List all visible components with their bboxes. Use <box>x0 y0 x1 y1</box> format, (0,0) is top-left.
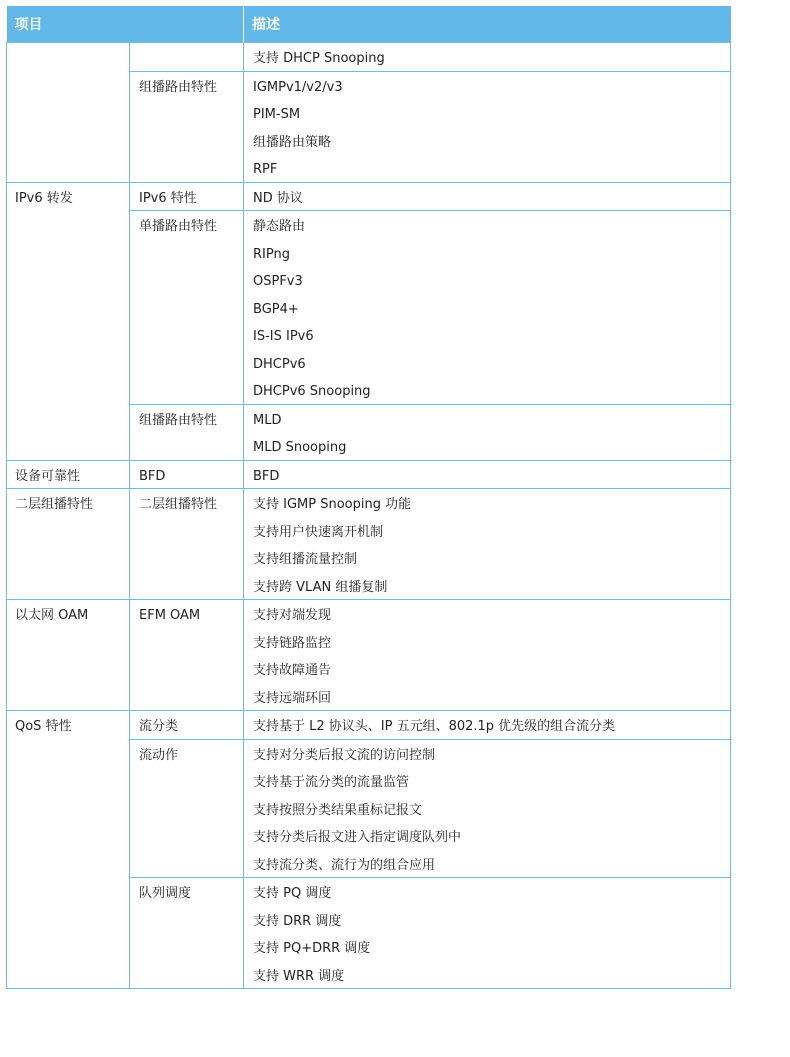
sub-label: 流动作 <box>139 747 179 763</box>
desc-line: IGMPv1/v2/v3 <box>253 79 343 95</box>
desc-line: 支持跨 VLAN 组播复制 <box>253 579 388 595</box>
group-label: 设备可靠性 <box>15 468 81 484</box>
sub-label: 队列调度 <box>139 886 192 901</box>
desc-line: 支持组播流量控制 <box>253 552 358 567</box>
table-row <box>7 711 731 740</box>
group-cell <box>7 711 130 989</box>
header-item: 项目 <box>7 6 244 43</box>
sub-label: BFD <box>139 468 166 484</box>
table-row <box>7 182 731 211</box>
sub-cell <box>130 211 244 405</box>
sub-cell <box>130 460 244 489</box>
desc-line: DHCPv6 <box>253 356 306 372</box>
desc-line: 支持故障通告 <box>253 663 332 678</box>
sub-label: IPv6 特性 <box>139 190 197 206</box>
desc-line: PIM-SM <box>253 107 301 122</box>
desc-line: 支持 PQ 调度 <box>253 886 332 901</box>
sub-cell <box>130 71 244 182</box>
sub-cell <box>130 878 244 989</box>
desc-line: 支持对端发现 <box>253 608 332 623</box>
table-row <box>7 600 731 711</box>
group-cell <box>7 489 130 600</box>
desc-line: OSPFv3 <box>253 274 303 289</box>
desc-line: BGP4+ <box>253 301 299 317</box>
table-row <box>7 489 731 600</box>
sub-label: 二层组播特性 <box>139 497 218 512</box>
desc-cell <box>244 739 731 878</box>
desc-line: 支持按照分类结果重标记报文 <box>253 802 423 818</box>
desc-line: IS-IS IPv6 <box>253 329 314 344</box>
desc-line: 支持流分类、流行为的组合应用 <box>253 857 436 873</box>
sub-label: 组播路由特性 <box>139 412 218 428</box>
sub-label: 流分类 <box>139 719 179 734</box>
desc-line: 组播路由策略 <box>253 134 332 150</box>
desc-line: 支持链路监控 <box>253 635 332 651</box>
desc-line: 支持 WRR 调度 <box>253 968 345 984</box>
group-cell <box>7 182 130 460</box>
desc-line: 支持基于 L2 协议头、IP 五元组、802.1p 优先级的组合流分类 <box>253 719 616 734</box>
desc-cell <box>244 489 731 600</box>
desc-line: 支持 IGMP Snooping 功能 <box>253 497 412 512</box>
desc-line: RPF <box>253 162 278 177</box>
desc-line: MLD <box>253 412 282 428</box>
sub-cell <box>130 489 244 600</box>
sub-cell <box>130 404 244 460</box>
sub-label: 单播路由特性 <box>139 219 218 234</box>
header-desc: 描述 <box>244 6 731 43</box>
desc-cell <box>244 71 731 182</box>
desc-cell <box>244 460 731 489</box>
desc-line: DHCPv6 Snooping <box>253 384 371 399</box>
desc-cell <box>244 43 731 72</box>
table-row <box>7 43 731 72</box>
desc-cell <box>244 600 731 711</box>
sub-cell <box>130 43 244 72</box>
desc-line: 支持 DRR 调度 <box>253 913 342 929</box>
group-label: 以太网 OAM <box>15 608 89 623</box>
sub-cell <box>130 182 244 211</box>
desc-line: 静态路由 <box>253 219 306 234</box>
group-cell <box>7 460 130 489</box>
desc-line: 支持远端环回 <box>253 690 332 706</box>
desc-line: 支持 DHCP Snooping <box>253 51 385 66</box>
desc-line: ND 协议 <box>253 190 303 206</box>
table-row <box>7 460 731 489</box>
group-label: IPv6 转发 <box>15 190 73 206</box>
sub-cell <box>130 600 244 711</box>
desc-cell <box>244 878 731 989</box>
group-cell <box>7 43 130 183</box>
spec-table <box>6 6 731 989</box>
desc-line: 支持用户快速离开机制 <box>253 524 384 540</box>
desc-line: 支持分类后报文进入指定调度队列中 <box>253 830 462 845</box>
group-label: 二层组播特性 <box>15 497 94 512</box>
sub-label: 组播路由特性 <box>139 79 218 95</box>
desc-line: 支持基于流分类的流量监管 <box>253 775 410 790</box>
desc-cell <box>244 211 731 405</box>
group-label: QoS 特性 <box>15 719 72 734</box>
desc-line: BFD <box>253 468 280 484</box>
desc-cell <box>244 182 731 211</box>
desc-line: 支持 PQ+DRR 调度 <box>253 941 371 956</box>
desc-cell <box>244 404 731 460</box>
group-cell <box>7 600 130 711</box>
sub-cell <box>130 711 244 740</box>
sub-label: EFM OAM <box>139 608 201 623</box>
header-row <box>7 6 731 43</box>
desc-line: MLD Snooping <box>253 440 347 455</box>
desc-line: 支持对分类后报文流的访问控制 <box>253 747 436 763</box>
desc-cell <box>244 711 731 740</box>
sub-cell <box>130 739 244 878</box>
desc-line: RIPng <box>253 246 290 262</box>
